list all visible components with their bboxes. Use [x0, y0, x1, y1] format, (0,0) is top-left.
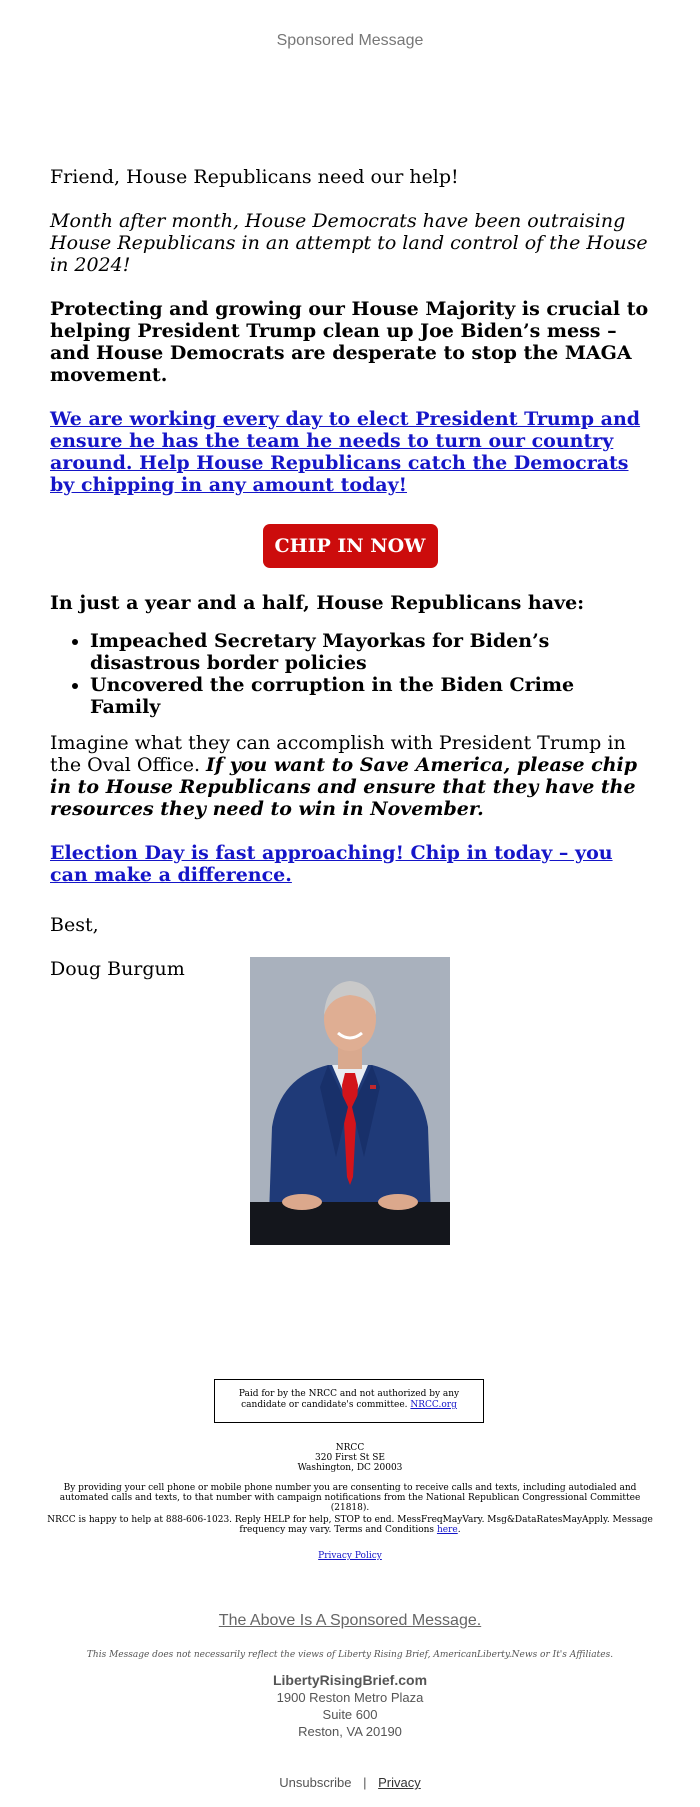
views-disclaimer: This Message does not necessarily reflect the views of Liberty Rising Brief, AmericanLiberty.News or It's Affiliates.: [86, 1650, 614, 1660]
help-text-wrapper: NRCC is happy to help at 888-606-1023. Reply HELP for help, STOP to end. MessFreqMayVary. Msg&DataRatesMayApply. Message frequency may vary. Terms and Conditions here.: [47, 1515, 653, 1535]
nrcc-link[interactable]: NRCC.org: [410, 1400, 457, 1410]
imagine-paragraph: [50, 732, 650, 820]
footer-separator: |: [363, 1775, 367, 1790]
imagine-bold-text: If you want to Save America, please chip in to House Republicans and ensure that they have the resources they need to win in November.: [50, 754, 638, 820]
terms-here-link[interactable]: here: [436, 1525, 458, 1535]
paid-for-disclaimer: [214, 1379, 484, 1423]
sponsor-address: [0, 1672, 700, 1740]
chip-in-button[interactable]: CHIP IN NOW: [263, 524, 438, 568]
list-item: • Impeached Secretary Mayorkas for Biden’s disastrous border policies: [90, 630, 650, 674]
intro-paragraph: Month after month, House Democrats have been outraising House Republicans in an attempt to land control of the House in 2024!: [50, 210, 648, 276]
privacy-link[interactable]: Privacy: [378, 1775, 421, 1790]
privacy-policy-link[interactable]: Privacy Policy: [318, 1551, 382, 1561]
list-heading: In just a year and a half, House Republicans have:: [50, 592, 585, 614]
org-street: 320 First St SE: [315, 1453, 385, 1463]
address-line-1: 1900 Reston Metro Plaza: [276, 1690, 424, 1705]
above-sponsored-notice: The Above Is A Sponsored Message.: [218, 1612, 482, 1629]
footer-links: [0, 1775, 700, 1790]
majority-paragraph: Protecting and growing our House Majority is crucial to helping President Trump clean up Joe Biden’s mess – and House Democrats are desperate to stop the MAGA movement.: [50, 298, 649, 386]
help-text: NRCC is happy to help at 888-606-1023. Reply HELP for help, STOP to end. MessFreqMayVary. Msg&DataRatesMayApply. Message frequency may vary. Terms and Conditions: [47, 1515, 653, 1535]
paid-for-text: Paid for by the NRCC and not authorized by any candidate or candidate's committee.: [238, 1389, 460, 1410]
address-line-2: Suite 600: [322, 1707, 378, 1722]
email-body: [50, 166, 650, 1002]
greeting: Friend, House Republicans need our help!: [50, 166, 459, 188]
signature: Doug Burgum: [50, 958, 185, 980]
donate-link-2[interactable]: Election Day is fast approaching! Chip in today – you can make a difference.: [50, 842, 613, 886]
cta-wrapper: [50, 524, 650, 568]
list-item: • Uncovered the corruption in the Biden Crime Family: [90, 674, 650, 718]
sponsored-message-label: Sponsored Message: [276, 32, 424, 49]
privacy-policy-wrapper: [46, 1551, 654, 1561]
accomplishments-list: [50, 630, 650, 718]
portrait-illustration: [250, 957, 450, 1245]
consent-text: By providing your cell phone or mobile phone number you are consenting to receive calls and texts, including autodialed and automated calls and texts, to that number with campaign notifications from the National Republican Congressional Committee (21818).: [59, 1483, 641, 1513]
org-name: NRCC: [335, 1443, 365, 1453]
unsubscribe-link[interactable]: Unsubscribe: [279, 1775, 352, 1790]
address-line-3: Reston, VA 20190: [298, 1724, 402, 1739]
imagine-plain-text: Imagine what they can accomplish with President Trump in the Oval Office.: [50, 732, 626, 776]
signoff: Best,: [50, 914, 99, 936]
donate-link-1[interactable]: We are working every day to elect President Trump and ensure he has the team he needs to turn our country around. Help House Republicans catch the Democrats by chipping in any amount today!: [50, 408, 641, 496]
portrait-photo: [250, 957, 450, 1245]
sponsor-site: LibertyRisingBrief.com: [272, 1672, 428, 1688]
org-city: Washington, DC 20003: [297, 1463, 403, 1473]
